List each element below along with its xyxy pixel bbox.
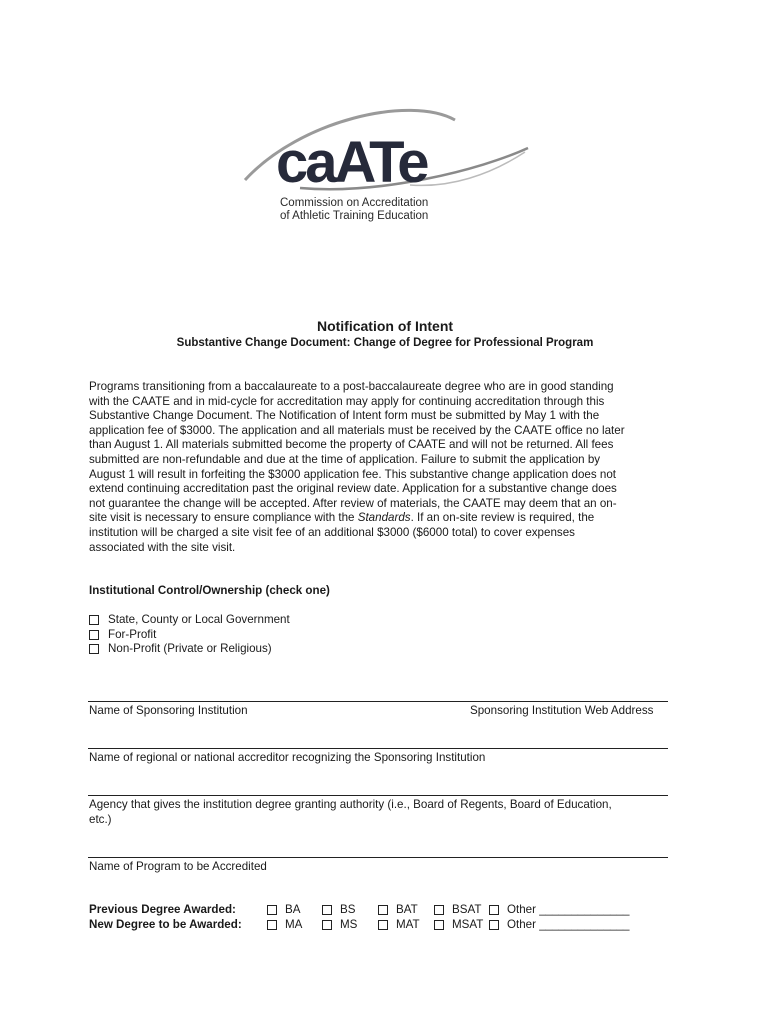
previous-degree-label: Previous Degree Awarded: [89, 903, 236, 916]
degree-option-label: BAT [396, 903, 418, 916]
standards-italic: Standards [357, 511, 411, 525]
intro-paragraph [89, 380, 669, 555]
program-field-line[interactable] [88, 857, 668, 858]
checkbox[interactable] [489, 905, 499, 915]
intro-line: submitted are non-refundable and due at the time of application. Failure to submit the application by [89, 452, 601, 466]
checkbox[interactable] [322, 920, 332, 930]
degree-option-label: MA [285, 918, 303, 931]
new-degree-row [89, 918, 649, 933]
new-degree-msat[interactable] [434, 918, 483, 931]
logo-line-2: of Athletic Training Education [280, 210, 429, 222]
option-label: State, County or Local Government [108, 613, 290, 626]
degree-option-label: MSAT [452, 918, 484, 931]
degree-option-label: Other ______________ [507, 903, 630, 916]
checkbox[interactable] [267, 920, 277, 930]
checkbox[interactable] [434, 920, 444, 930]
checkbox[interactable] [89, 644, 99, 654]
previous-degree-bs[interactable] [322, 903, 355, 916]
intro-line: with the CAATE and in mid-cycle for accreditation may apply for continuing accreditation through this [89, 394, 605, 408]
control-option-government[interactable] [89, 613, 290, 626]
intro-line: extend continuing accreditation past the original review date. Application for a substantive change does [89, 482, 617, 496]
option-label: Non-Profit (Private or Religious) [108, 642, 272, 655]
checkbox[interactable] [267, 905, 277, 915]
intro-line: not guarantee the change will be accepted. After review of materials, the CAATE may deem that an on- [89, 496, 617, 510]
intro-line: institution will be charged a site visit fee of an additional $3000 ($6000 total) to cover expenses [89, 525, 575, 539]
new-degree-ms[interactable] [322, 918, 357, 931]
degree-option-label: MS [340, 918, 358, 931]
agency-label-line-1: Agency that gives the institution degree granting authority (i.e., Board of Regents, Board of Education, [89, 798, 612, 811]
previous-degree-row [89, 903, 649, 918]
checkbox[interactable] [489, 920, 499, 930]
previous-degree-ba[interactable] [267, 903, 300, 916]
caate-logo [240, 100, 540, 230]
checkbox[interactable] [434, 905, 444, 915]
page-subtitle: Substantive Change Document: Change of Degree for Professional Program [176, 337, 594, 349]
degree-option-label: MAT [396, 918, 420, 931]
new-degree-mat[interactable] [378, 918, 420, 931]
intro-line [89, 511, 669, 526]
intro-text: . If an on-site review is required, the [410, 511, 595, 525]
accreditor-label: Name of regional or national accreditor recognizing the Sponsoring Institution [89, 751, 486, 764]
previous-degree-bsat[interactable] [434, 903, 481, 916]
caate-logo-graphic [240, 100, 540, 200]
new-degree-label: New Degree to be Awarded: [89, 918, 242, 931]
intro-line: August 1 will result in forfeiting the $3000 application fee. This substantive change application does not [89, 467, 616, 481]
checkbox[interactable] [378, 920, 388, 930]
checkbox[interactable] [378, 905, 388, 915]
intro-text: site visit is necessary to ensure compliance with the [89, 511, 358, 525]
program-label: Name of Program to be Accredited [89, 860, 267, 873]
web-address-label: Sponsoring Institution Web Address [470, 704, 654, 717]
control-option-non-profit[interactable] [89, 642, 272, 655]
checkbox[interactable] [89, 630, 99, 640]
previous-degree-other[interactable] [489, 903, 630, 916]
intro-line: than August 1. All materials submitted become the property of CAATE and will not be returned. All fees [89, 438, 614, 452]
institution-field-line[interactable] [88, 701, 668, 702]
intro-line: Substantive Change Document. The Notification of Intent form must be submitted by May 1 with the [89, 409, 600, 423]
previous-degree-bat[interactable] [378, 903, 418, 916]
logo-wordmark: caATe [276, 130, 427, 195]
new-degree-ma[interactable] [267, 918, 302, 931]
degree-option-label: BA [285, 903, 301, 916]
option-label: For-Profit [108, 628, 157, 641]
page-title: Notification of Intent [316, 318, 454, 334]
agency-field-line[interactable] [88, 795, 668, 796]
intro-line: Programs transitioning from a baccalaureate to a post-baccalaureate degree who are in good standing [89, 380, 614, 393]
degree-option-label: Other ______________ [507, 918, 630, 931]
new-degree-other[interactable] [489, 918, 630, 931]
intro-line: associated with the site visit. [89, 540, 236, 554]
institution-label: Name of Sponsoring Institution [89, 704, 248, 717]
control-heading: Institutional Control/Ownership (check one) [89, 584, 330, 597]
checkbox[interactable] [322, 905, 332, 915]
logo-line-1: Commission on Accreditation [280, 197, 429, 209]
intro-line: application fee of $3000. The application and all materials must be received by the CAATE office no later [89, 423, 625, 437]
degree-option-label: BS [340, 903, 356, 916]
control-option-for-profit[interactable] [89, 628, 156, 641]
accreditor-field-line[interactable] [88, 748, 668, 749]
agency-label-line-2: etc.) [89, 813, 112, 826]
checkbox[interactable] [89, 615, 99, 625]
degree-option-label: BSAT [452, 903, 482, 916]
